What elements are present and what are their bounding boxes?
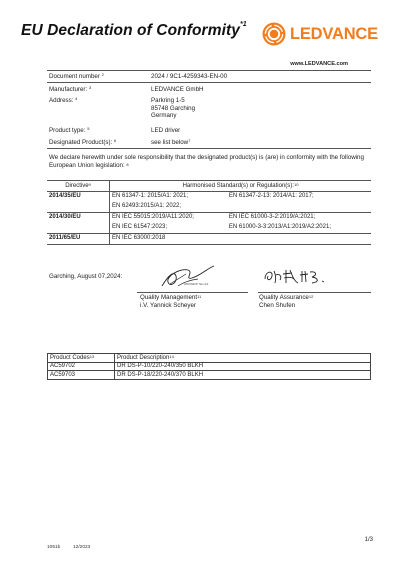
product-type-value: LED driver xyxy=(151,127,181,134)
form-date: 12/2023 xyxy=(73,545,91,550)
address-label: Address: $^4$ xyxy=(49,96,78,104)
standard-cell: EN 61347-2-13: 2014/A1: 2017; xyxy=(227,192,371,203)
title-text: EU Declaration of Conformity xyxy=(21,22,240,39)
signature-stamp-text: LEDVANCE Yannick xyxy=(184,283,209,286)
standard-cell xyxy=(227,202,371,213)
quality-assurance-block xyxy=(259,294,313,310)
quality-assurance-signature xyxy=(262,265,328,287)
standard-cell: EN 61347-1: 2015/A1: 2021; xyxy=(110,192,227,203)
table-row xyxy=(47,213,371,224)
header-divider xyxy=(47,70,371,71)
product-description: DR DS-P-18/220-240/370 BLKH xyxy=(115,371,371,380)
standard-cell: EN 62493:2015/A1: 2022; xyxy=(112,202,182,209)
address-value xyxy=(151,97,195,120)
page-number: 1/3 xyxy=(364,537,373,543)
product-description-header: Product Description$^{14}$ xyxy=(115,354,371,363)
table-header-row xyxy=(48,354,371,363)
product-type-label: Product type: $^5$ xyxy=(49,126,90,134)
standard-cell: EN 61000-3-3:2013/A1:2019/A2:2021; xyxy=(228,223,331,230)
table-row xyxy=(48,371,371,380)
table-row xyxy=(48,362,371,371)
standard-cell: EN IEC 63000:2018 xyxy=(110,234,227,245)
document-number-value: 2024 / 9C1-4259343-EN-00 xyxy=(151,73,228,80)
qa-title: Quality Assurance$^{12}$ xyxy=(259,294,314,301)
ledvance-wordmark: LEDVANCE xyxy=(290,24,378,43)
products-table xyxy=(47,353,371,380)
form-code: 1051b xyxy=(47,545,61,550)
product-code: AC59703 xyxy=(48,371,115,380)
product-codes-header: Product Codes$^{13}$ xyxy=(48,354,115,363)
qm-signature-line xyxy=(137,292,248,293)
standard-cell: EN IEC 55015:2019/A11:2020; xyxy=(110,213,227,224)
quality-management-block xyxy=(140,294,201,310)
standard-cell: EN IEC 61547:2023; xyxy=(112,223,168,230)
directive-cell: 2014/30/EU xyxy=(47,213,110,234)
standard-cell xyxy=(227,234,371,245)
qa-name: Chen Shufen xyxy=(259,302,296,309)
qm-title: Quality Management$^{11}$ xyxy=(140,294,202,301)
website-link[interactable]: www.LEDVANCE.com xyxy=(290,61,348,67)
manufacturer-value: LEDVANCE GmbH xyxy=(151,86,204,93)
standards-header: Harmonised Standard(s) or Regulation(s):$^{10}$ xyxy=(110,181,372,192)
directive-header: Directive$^9$ xyxy=(47,181,110,192)
designated-products-value: see list below$^7$ xyxy=(151,138,191,146)
divider xyxy=(47,82,371,83)
page-title xyxy=(21,22,247,40)
declaration-text: We declare herewith under sole responsibility that the designated product(s) is (are) in conformity with the following European Union legislation: $^8$ xyxy=(49,154,364,170)
table-row xyxy=(47,192,371,203)
address-line: Germany xyxy=(151,112,177,120)
qa-signature-line xyxy=(258,292,371,293)
ledvance-logo-icon xyxy=(262,22,286,46)
table-row xyxy=(47,234,371,245)
divider xyxy=(47,148,371,149)
ledvance-logo xyxy=(262,20,378,48)
title-footnote: *1 xyxy=(239,21,247,28)
document-number-label: Document number $^2$ xyxy=(49,72,104,80)
address-line: Parkring 1-5 xyxy=(151,97,185,104)
product-description: DR DS-P-10/220-240/350 BLKH xyxy=(115,362,371,371)
quality-management-signature xyxy=(158,262,218,292)
directive-cell: 2014/35/EU xyxy=(47,192,110,213)
standards-table xyxy=(47,180,371,245)
address-line: 85748 Garching xyxy=(151,104,196,112)
qm-name: i.V. Yannick Scheyer xyxy=(140,302,196,309)
designated-products-label: Designated Product(s): $^6$ xyxy=(49,138,117,146)
manufacturer-label: Manufacturer: $^3$ xyxy=(49,85,92,93)
place-date: Garching, August 07,2024: xyxy=(49,273,123,280)
product-code: AC59702 xyxy=(48,362,115,371)
directive-cell: 2011/65/EU xyxy=(47,234,110,245)
standard-cell: EN IEC 61000-3-2:2019/A:2021; xyxy=(227,213,371,224)
